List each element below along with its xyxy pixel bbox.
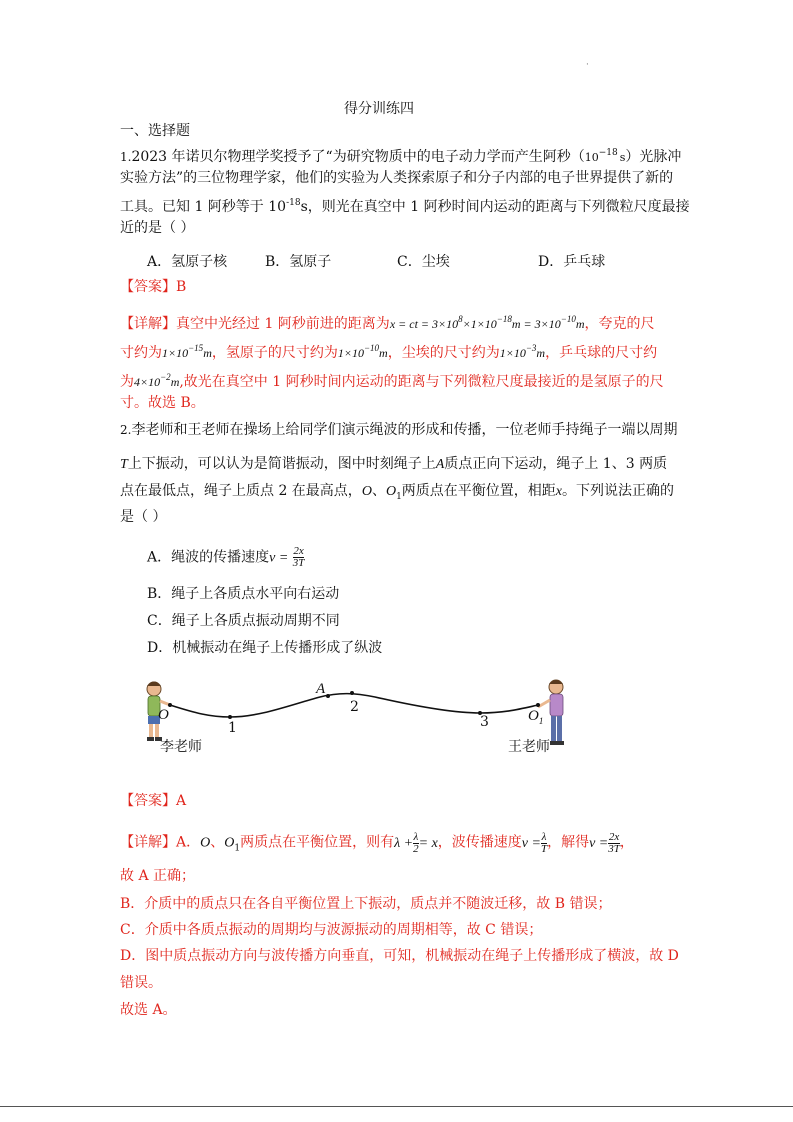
q1-unit-expr: $10^{-18}$ s xyxy=(584,148,626,164)
a2-line-1: 【详解】A．O、$O_1$两质点在平衡位置，则有λ + $\frac{\lambda}{2}$ = x，波传播速度v = $\frac{\lambda}{T}$ ，解得v = $\frac{2x}{3T}$ ， xyxy=(120,831,634,855)
label-O1: $O_1$ xyxy=(528,708,544,726)
q1-option-a[interactable]: A．氢原子核 xyxy=(147,254,228,270)
a1-line-2: 寸约为$1\times 10^{-15}m$，氢原子的尺寸约为$1\times 10^{-10}m$，尘埃的尺寸约为$1\times 10^{-3}m$，乒乓球的尺寸约 xyxy=(120,343,658,361)
q2-line-1: 2.李老师和王老师在操场上给同学们演示绳波的形成和传播，一位老师手持绳子一端以周期 xyxy=(120,422,678,438)
header-dot: · xyxy=(586,60,589,70)
q1-option-c[interactable]: C．尘埃 xyxy=(397,254,450,270)
label-teacher-left: 李老师 xyxy=(160,739,202,755)
point-O1-dot xyxy=(536,703,540,707)
label-O: O xyxy=(158,707,169,723)
label-2: 2 xyxy=(350,699,359,715)
q2-line-3: 点在最低点，绳子上质点 2 在最高点，O、$O_1$两质点在平衡位置，相距x。下列说法正确的 xyxy=(120,483,675,502)
label-A: A xyxy=(316,681,326,697)
q1-line-1: 1.2023 年诺贝尔物理学奖授予了“为研究物质中的电子动力学而产生阿秒（$10^{-18}$ s）光脉冲 xyxy=(120,148,682,165)
a1-line-4: 寸。故选 B。 xyxy=(120,395,205,411)
page-bottom-rule xyxy=(0,1106,793,1107)
a2-line-7: 故选 A。 xyxy=(120,1002,177,1018)
point-2-dot xyxy=(350,691,354,695)
a2-line-5: D．图中质点振动方向与波传播方向垂直，可知，机械振动在绳子上传播形成了横波，故 D xyxy=(120,948,679,964)
q1-option-b[interactable]: B．氢原子 xyxy=(265,254,332,270)
q1-line-2: 实验方法”的三位物理学家，他们的实验为人类探索原子和分子内部的电子世界提供了新的 xyxy=(120,170,674,186)
q2-option-d[interactable]: D．机械振动在绳子上传播形成了纵波 xyxy=(147,640,383,656)
q2-line-4: 是（ ） xyxy=(120,509,167,525)
label-3: 3 xyxy=(480,714,489,730)
a1-line-3: 为$4\times 10^{-2}m$,故光在真空中 1 阿秒时间内运动的距离与下列微粒尺度最接近的是氢原子的尺 xyxy=(120,372,664,390)
a1-line-1: 【详解】真空中光经过 1 阿秒前进的距离为x = ct = $3\times 10^8\times 1\times 10^{-18}m = 3\times 10^{-10}m$，夸克的尺 xyxy=(120,314,655,332)
q1-number: 1. xyxy=(120,150,132,164)
a2-line-4: C．介质中各质点振动的周期均与波源振动的周期相等，故 C 错误； xyxy=(120,922,543,938)
page-title: 得分训练四 xyxy=(344,101,414,117)
a2-line-2: 故 A 正确； xyxy=(120,868,196,884)
q1-answer: 【答案】B xyxy=(120,279,187,295)
q1-option-d[interactable]: D．乒乓球 xyxy=(538,254,606,270)
section-heading: 一、选择题 xyxy=(120,123,190,139)
label-1: 1 xyxy=(228,720,237,736)
q2-number: 2. xyxy=(120,423,132,437)
q1-line-3: 工具。已知 1 阿秒等于 $10^{-18}s$，则光在真空中 1 阿秒时间内运动的距离与下列微粒尺度最接 xyxy=(120,198,690,215)
a2-line-6: 错误。 xyxy=(120,975,162,991)
q1-line-4: 近的是（ ） xyxy=(120,220,195,236)
q2-answer: 【答案】A xyxy=(120,793,187,809)
point-A-dot xyxy=(326,694,330,698)
point-1-dot xyxy=(228,715,232,719)
q2-option-c[interactable]: C．绳子上各质点振动周期不同 xyxy=(147,613,340,629)
a2-line-3: B．介质中的质点只在各自平衡位置上下振动，质点并不随波迁移，故 B 错误； xyxy=(120,896,612,912)
q2-option-a[interactable]: A．绳波的传播速度v = $\frac{2x}{3T}$ xyxy=(147,545,305,569)
label-teacher-right: 王老师 xyxy=(508,739,550,755)
q2-option-b[interactable]: B．绳子上各质点水平向右运动 xyxy=(147,586,340,602)
q2-line-2: T上下振动，可以认为是简谐振动，图中时刻绳子上A质点正向下运动，绳子上 1、3 两质 xyxy=(120,456,668,472)
